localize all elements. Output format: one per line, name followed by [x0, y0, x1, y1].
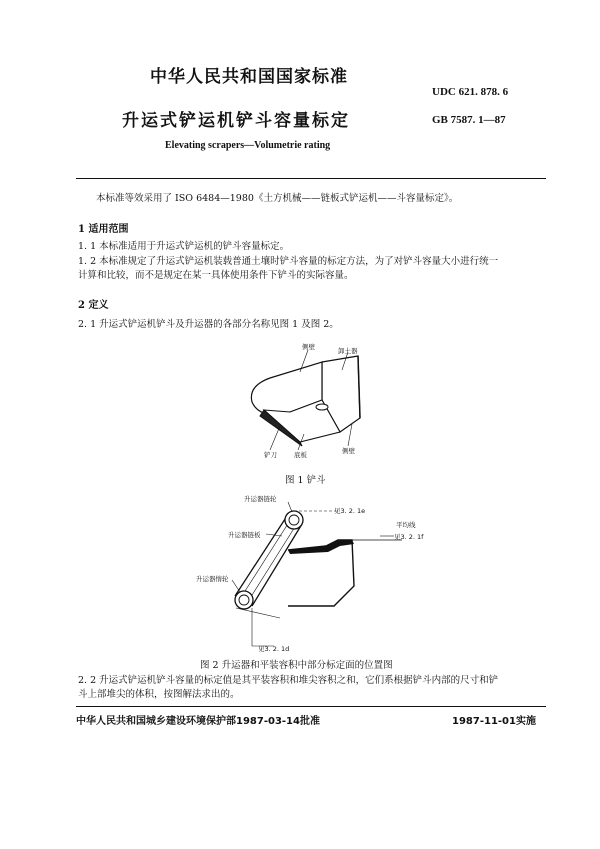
label-side-wall-bottom: 侧壁	[342, 447, 355, 455]
label-ref-3-2-1d: 见3. 2. 1d	[258, 645, 290, 653]
document-title: 升运式铲运机铲斗容量标定	[122, 111, 350, 131]
header-divider	[76, 178, 546, 179]
section-1-title: 1 适用范围	[78, 224, 129, 235]
clause-1-1: 1. 1 本标准适用于升运式铲运机的铲斗容量标定。	[78, 241, 290, 252]
label-floor: 底板	[294, 451, 307, 459]
gb-number: GB 7587. 1—87	[432, 114, 506, 126]
section-2-title: 2 定义	[78, 300, 109, 311]
label-side-wall-top: 侧壁	[302, 343, 315, 351]
label-ref-3-2-1e: 见3. 2. 1e	[334, 507, 366, 515]
label-level-line: 平均线	[396, 521, 416, 529]
label-unloader: 卸土器	[338, 347, 358, 355]
label-ref-3-2-1f: 见3. 2. 1f	[394, 533, 424, 541]
figure-1-caption: 图 1 铲斗	[285, 475, 326, 486]
english-title: Elevating scrapers—Volumetrie rating	[165, 140, 331, 151]
figure-1-bucket-drawing	[230, 340, 390, 470]
label-elevator-sprocket: 升运器链轮	[244, 495, 277, 503]
label-blade: 铲刀	[264, 451, 277, 459]
approval-note: 中华人民共和国城乡建设环境保护部1987-03-14批准	[76, 716, 320, 727]
clause-1-2-line2: 计算和比较，而不是规定在某一具体使用条件下铲斗的实际容量。	[78, 270, 354, 281]
clause-2-2-line2: 斗上部堆尖的体积，按图解法求出的。	[78, 689, 240, 700]
udc-number: UDC 621. 878. 6	[432, 86, 509, 98]
label-elevator-idler: 升运器惰轮	[196, 575, 229, 583]
clause-2-1: 2. 1 升运式铲运机铲斗及升运器的各部分名称见图 1 及图 2。	[78, 319, 339, 330]
clause-1-2-line1: 1. 2 本标准规定了升运式铲运机装载普通土壤时铲斗容量的标定方法，为了对铲斗容量大小进行统一	[78, 256, 499, 267]
intro-paragraph: 本标准等效采用了 ISO 6484—1980《土方机械——链板式铲运机——斗容量标定》。	[96, 193, 459, 204]
clause-2-2-line1: 2. 2 升运式铲运机铲斗容量的标定值是其平装容积和堆尖容积之和，它们系根据铲斗内部的尺寸和铲	[78, 675, 499, 686]
figure-2-caption: 图 2 升运器和平装容积中部分标定面的位置图	[200, 660, 393, 671]
footer-divider	[76, 706, 546, 707]
label-elevator-chain-plate: 升运器链板	[228, 531, 261, 539]
figure-2-elevator-drawing	[230, 488, 430, 656]
national-standard-heading: 中华人民共和国国家标准	[150, 67, 348, 87]
implementation-date: 1987-11-01实施	[452, 716, 536, 727]
